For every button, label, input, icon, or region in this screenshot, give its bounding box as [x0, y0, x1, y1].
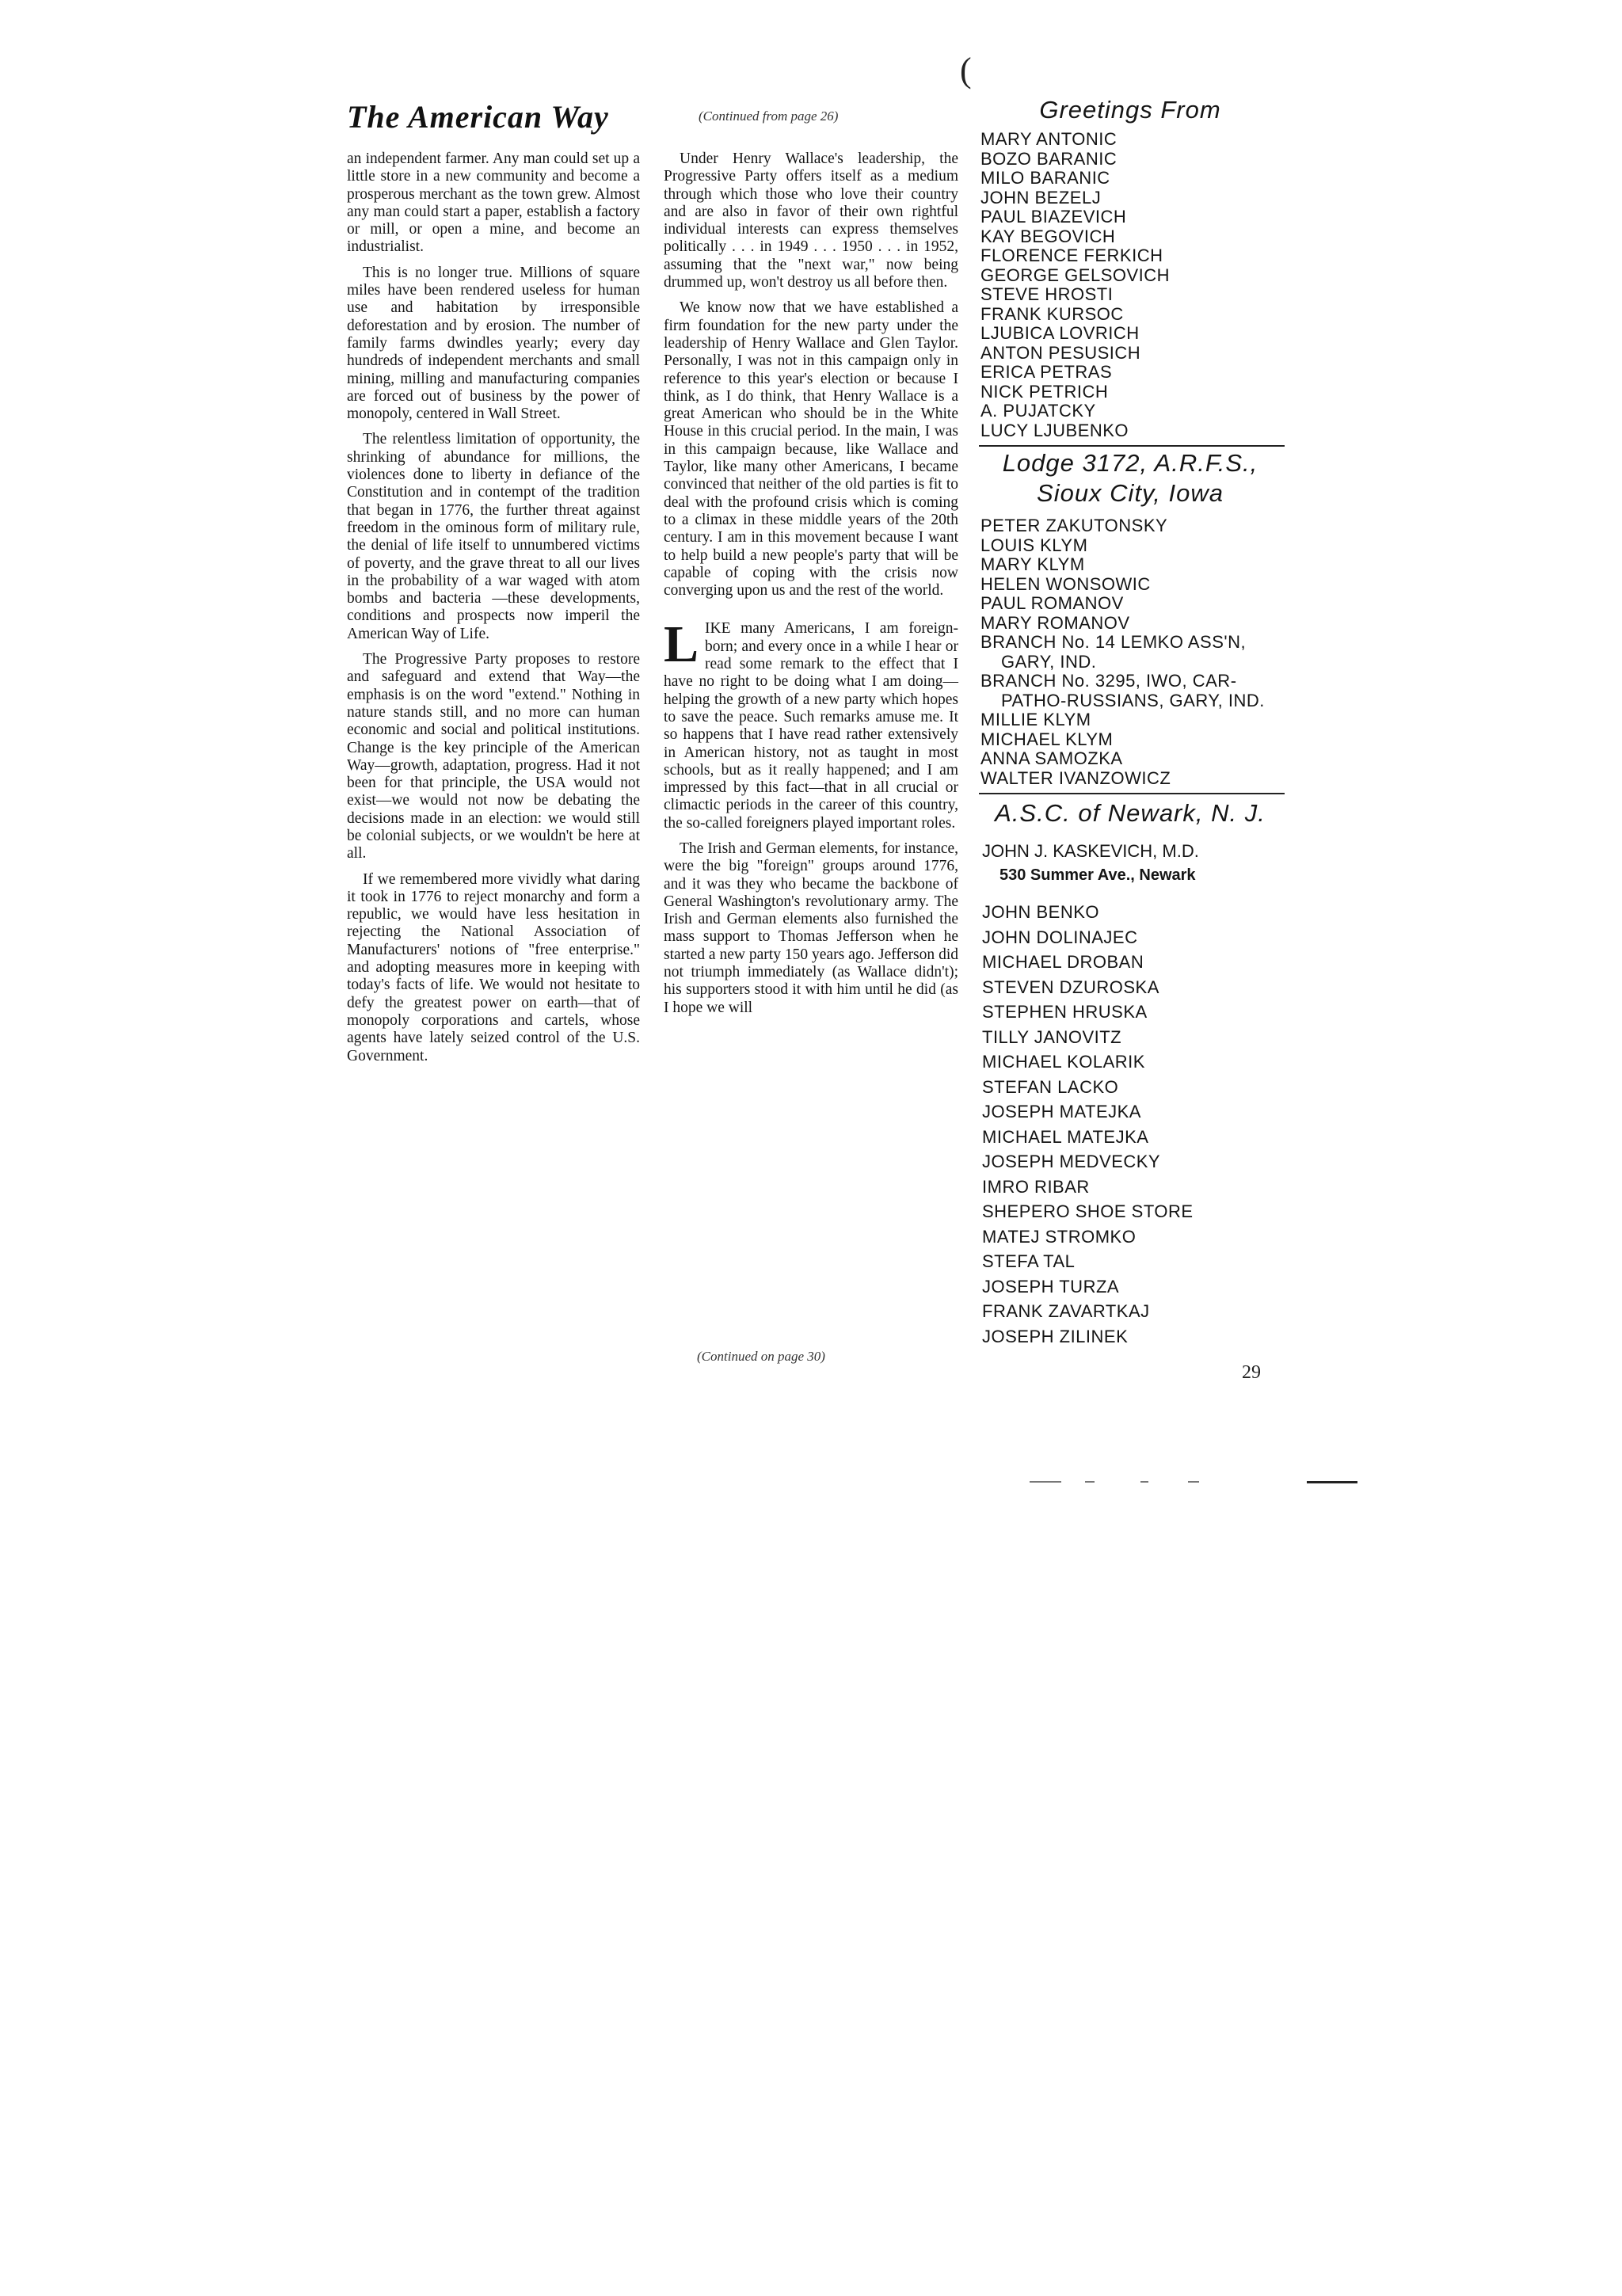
- list-item: FLORENCE FERKICH: [980, 246, 1163, 265]
- asc-name-list: [976, 900, 1285, 1349]
- list-item: BRANCH No. 14 LEMKO ASS'N,: [980, 632, 1247, 652]
- greetings-name-list: [976, 130, 1285, 440]
- list-item: LOUIS KLYM: [980, 535, 1088, 555]
- list-item: STEFA TAL: [982, 1251, 1076, 1271]
- lodge-name-list: [976, 516, 1285, 788]
- list-item: MICHAEL DROBAN: [982, 952, 1144, 972]
- doctor-name: JOHN J. KASKEVICH, M.D.: [982, 841, 1199, 861]
- list-item: A. PUJATCKY: [980, 401, 1096, 421]
- list-item: GARY, IND.: [1001, 651, 1097, 672]
- doctor-block: [976, 840, 1285, 887]
- list-item: TILLY JANOVITZ: [982, 1026, 1122, 1047]
- list-item: MILLIE KLYM: [980, 710, 1091, 729]
- article-title: The American Way: [347, 99, 609, 135]
- list-item: STEVE HROSTI: [980, 284, 1114, 304]
- list-item: PATHO-RUSSIANS, GARY, IND.: [1001, 690, 1265, 710]
- list-item: MILO BARANIC: [980, 168, 1110, 188]
- doctor-address: 530 Summer Ave., Newark: [999, 866, 1196, 884]
- list-item: FRANK ZAVARTKAJ: [982, 1301, 1150, 1321]
- asc-heading: A.S.C. of Newark, N. J.: [995, 799, 1266, 827]
- print-smudge: [1030, 1479, 1362, 1486]
- page-number: 29: [1242, 1362, 1261, 1383]
- list-item: PAUL BIAZEVICH: [980, 207, 1127, 227]
- lodge-heading-line2: Sioux City, Iowa: [1037, 479, 1224, 507]
- list-item: WALTER IVANZOWICZ: [980, 767, 1171, 788]
- continued-from-note: (Continued from page 26): [699, 109, 839, 124]
- greetings-heading: Greetings From: [1039, 96, 1221, 124]
- list-item: JOHN DOLINAJEC: [982, 927, 1138, 947]
- list-item: NICK PETRICH: [980, 381, 1109, 402]
- list-item: BOZO BARANIC: [980, 148, 1118, 169]
- article-column-2: [664, 150, 958, 1025]
- list-item: KAY BEGOVICH: [980, 226, 1116, 246]
- asc-section: [976, 798, 1285, 1349]
- paragraph: We know now that we have established a firm foundation for the new party under the leadership of Henry Wallace and Glen Taylor. Personally, I was not in this campaign only in reference to this year's election or because I think, as I do think, that Henry Wallace is a great American who should be in the White House in this crucial period. In the main, I was in this campaign because, like Wallace and Taylor, like many other Americans, I became convinced that neither of the old parties is fit to deal with the profound crisis which is coming to a climax in these middle years of the 20th century. I am in this movement because I want to help build a new people's party that will be capable of coping with the crisis now converging upon us and the rest of the world.: [664, 299, 958, 600]
- article-column-1: [347, 150, 640, 1073]
- list-item: FRANK KURSOC: [980, 303, 1124, 324]
- list-item: SHEPERO SHOE STORE: [982, 1201, 1194, 1221]
- list-item: JOSEPH ZILINEK: [982, 1326, 1129, 1346]
- list-item: JOSEPH MATEJKA: [982, 1102, 1141, 1121]
- list-item: MATEJ STROMKO: [982, 1226, 1137, 1247]
- list-item: JOSEPH MEDVECKY: [982, 1152, 1161, 1171]
- section-divider: [979, 793, 1285, 794]
- list-item: PETER ZAKUTONSKY: [980, 516, 1168, 535]
- dropcap-paragraph: [664, 615, 958, 832]
- list-item: PAUL ROMANOV: [980, 593, 1124, 613]
- list-item: IMRO RIBAR: [982, 1176, 1090, 1197]
- list-item: BRANCH No. 3295, IWO, CAR-: [980, 671, 1237, 691]
- list-item: JOHN BENKO: [982, 902, 1100, 922]
- lodge-heading-line1: Lodge 3172, A.R.F.S.,: [1002, 449, 1258, 477]
- drop-cap-letter: L: [664, 615, 699, 674]
- list-item: STEPHEN HRUSKA: [982, 1002, 1148, 1022]
- list-item: ANNA SAMOZKA: [980, 748, 1123, 768]
- list-item: MICHAEL KLYM: [980, 729, 1114, 749]
- greetings-section: [976, 95, 1285, 450]
- continued-on-note: (Continued on page 30): [697, 1349, 825, 1364]
- paragraph: The relentless limitation of opportunity, the shrinking of abundance for millions, the violences done to liberty in defiance of the Constitution and in contempt of the tradition that began in 1776, the further threat against freedom in the ominous form of military rule, the denial of life itself to unnumbered victims of poverty, and the grave threat to all our lives in the probability of a war waged with atom bombs and bacteria —these developments, conditions and prospects now imperil the American Way of Life.: [347, 431, 640, 642]
- list-item: GEORGE GELSOVICH: [980, 265, 1171, 285]
- lodge-section: [976, 448, 1285, 798]
- list-item: MARY KLYM: [980, 554, 1085, 574]
- list-item: LJUBICA LOVRICH: [980, 323, 1140, 343]
- section-divider: [979, 445, 1285, 447]
- paragraph: The Irish and German elements, for instance, were the big "foreign" groups around 1776, and it was they who became the backbone of General Washington's revolutionary army. The Irish and German elements also furnished the mass support to Thomas Jefferson when he started a new party 150 years ago. Jefferson did not triumph immediately (as Wallace didn't); his supporters stood it with him until he did (as I hope we will: [664, 840, 958, 1016]
- list-item: MARY ROMANOV: [980, 612, 1130, 633]
- paragraph: This is no longer true. Millions of square miles have been rendered useless for human use and habitation by irresponsible deforestation and by erosion. The number of family farms dwindles yearly; every day hundreds of independent merchants and small mining, milling and manufacturing companies are forced out of business by the power of monopoly, centered in Wall Street.: [347, 264, 640, 423]
- corner-mark: (: [960, 51, 972, 89]
- list-item: HELEN WONSOWIC: [980, 573, 1151, 594]
- list-item: STEVEN DZUROSKA: [982, 977, 1159, 997]
- list-item: ERICA PETRAS: [980, 362, 1113, 382]
- dropcap-text: IKE many Americans, I am foreign-born; and every once in a while I hear or read some remark to the effect that I have no right to be doing what I am doing—helping the growth of a new party which hopes to save the peace. Such remarks amuse me. It so happens that I have read rather extensively in American history, not as taught in most schools, but as it really happened; and I am impressed by this fact—that in all crucial or climactic periods in the career of this country, the so-called foreigners played important roles.: [664, 620, 958, 832]
- list-item: MICHAEL MATEJKA: [982, 1126, 1149, 1147]
- paragraph: If we remembered more vividly what daring it took in 1776 to reject monarchy and form a republic, we would have less hesitation in rejecting the National Association of Manufacturers' notions of "free enterprise." and adopting measures more in keeping with today's facts of life. We would not hesitate to defy the greatest power on earth—that of monopoly corporations and cartels, whose agents have lately seized control of the U.S. Government.: [347, 870, 640, 1064]
- list-item: JOHN BEZELJ: [980, 187, 1102, 208]
- list-item: MICHAEL KOLARIK: [982, 1052, 1145, 1072]
- list-item: LUCY LJUBENKO: [980, 420, 1129, 440]
- paragraph: The Progressive Party proposes to restore and safeguard and extend that Way—the emphasis is on the word "extend." Nothing in nature stands still, and no more can human economic and social and political institutions. Change is the key principle of the American Way—growth, adaptation, progress. Had it not been for that principle, the USA would not exist—we would not now be debating the decisions made in an election: we would still be colonial subjects, or we wouldn't be here at all.: [347, 651, 640, 862]
- list-item: STEFAN LACKO: [982, 1076, 1119, 1097]
- list-item: MARY ANTONIC: [980, 129, 1118, 149]
- list-item: JOSEPH TURZA: [982, 1276, 1120, 1296]
- paragraph: Under Henry Wallace's leadership, the Progressive Party offers itself as a medium through which those who love their country and are also in favor of their own rightful individual interests can express themselves politically . . . in 1949 . . . 1950 . . . in 1952, assuming that the "next war," now being drummed up, won't destroy us all before then.: [664, 150, 958, 291]
- list-item: ANTON PESUSICH: [980, 342, 1141, 363]
- paragraph: an independent farmer. Any man could set up a little store in a new community and become a prosperous merchant as the town grew. Almost any man could start a paper, establish a factory or mill, or open a mine, and become an industrialist.: [347, 150, 640, 256]
